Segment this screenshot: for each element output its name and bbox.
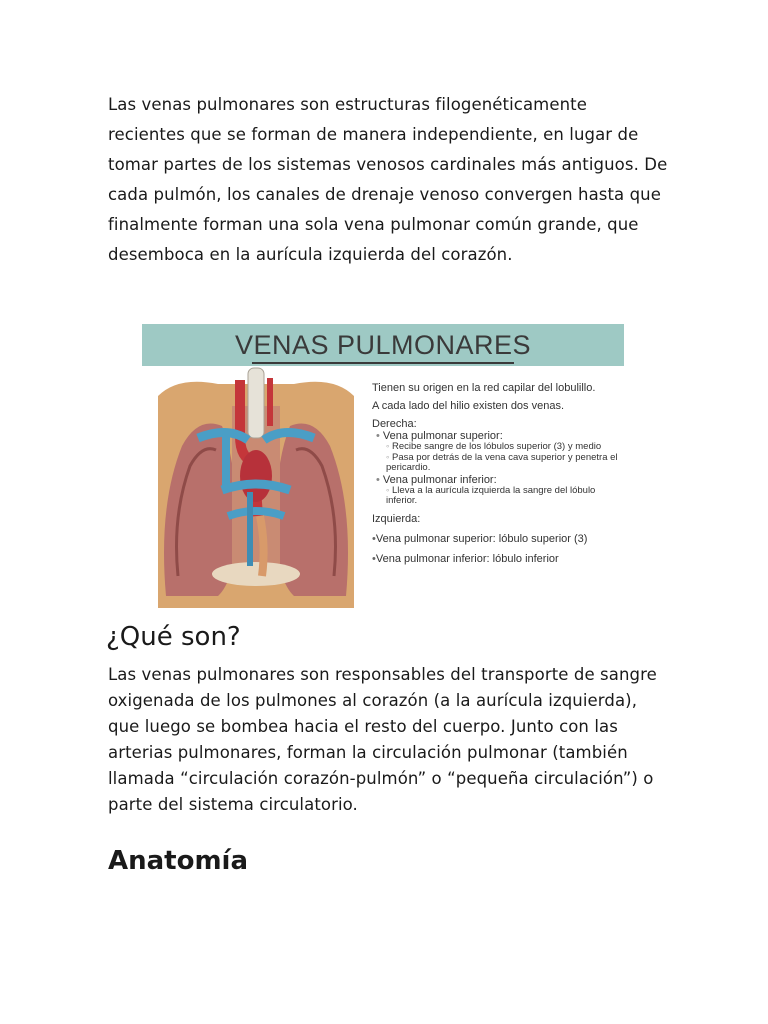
heading-que-son: ¿Qué son? bbox=[106, 622, 241, 652]
heading-anatomia: Anatomía bbox=[108, 846, 249, 876]
note-right-superior-1: ◦ Recibe sangre de los lóbulos superior (3) y medio bbox=[372, 442, 622, 453]
intro-paragraph: Las venas pulmonares son estructuras filogenéticamente recientes que se forman de manera independiente, en lugar de tomar partes de los sistemas venosos cardinales más antiguos. De cada pulmón, los canales de drenaje venoso convergen hasta que finalmente forman una sola vena pulmonar común grande, que desemboca en la aurícula izquierda del corazón. bbox=[108, 95, 668, 264]
note-right-superior-2: ◦ Pasa por detrás de la vena cava superior y penetra el pericardio. bbox=[372, 453, 622, 474]
note-right-inferior: • Vena pulmonar inferior: bbox=[372, 474, 622, 486]
note-right-superior: • Vena pulmonar superior: bbox=[372, 430, 622, 442]
note-left-heading: Izquierda: bbox=[372, 512, 421, 525]
note-left-inferior: • Vena pulmonar inferior: lóbulo inferior bbox=[372, 553, 622, 565]
note-origin: Tienen su origen en la red capilar del lobulillo. bbox=[372, 382, 596, 394]
thorax-anatomy-illustration bbox=[158, 366, 354, 608]
note-left-superior: • Vena pulmonar superior: lóbulo superior (3) bbox=[372, 533, 622, 545]
pulmonary-veins-figure bbox=[142, 324, 624, 608]
note-hilum: A cada lado del hilio existen dos venas. bbox=[372, 400, 565, 412]
note-right-inferior-1: ◦ Lleva a la aurícula izquierda la sangre del lóbulo inferior. bbox=[372, 486, 622, 507]
note-right-heading: Derecha: bbox=[372, 418, 417, 430]
que-son-paragraph: Las venas pulmonares son responsables del transporte de sangre oxigenada de los pulmones al corazón (a la aurícula izquierda), que luego se bombea hacia el resto del cuerpo. Junto con las arterias pulmonares, forman la circulación pulmonar (también llamada “circulación corazón-pulmón” o “pequeña circulación”) o parte del sistema circulatorio. bbox=[108, 665, 657, 814]
figure-notes bbox=[372, 382, 622, 565]
figure-title: VENAS PULMONARES bbox=[142, 330, 624, 364]
